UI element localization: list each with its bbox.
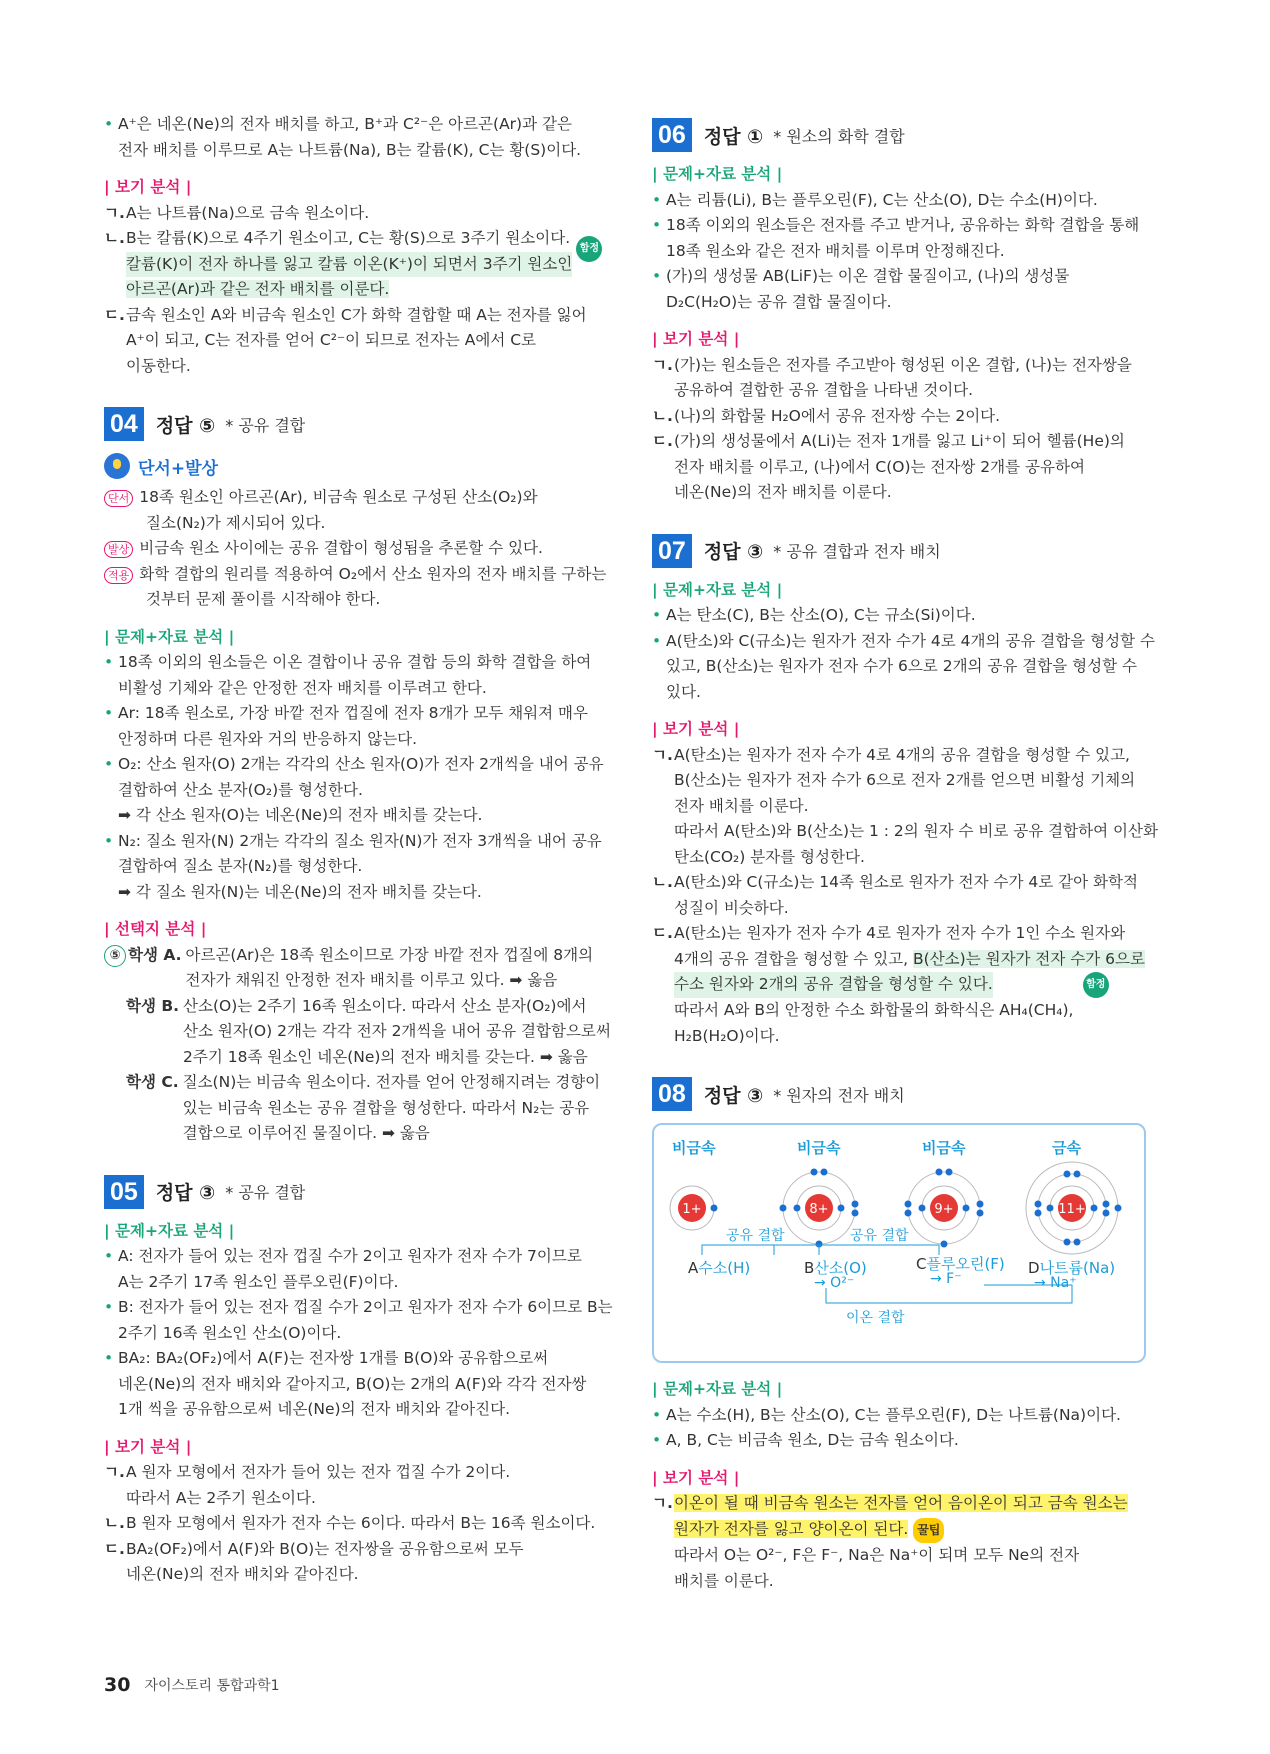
data-line: ➡ 각 산소 원자(O)는 네온(Ne)의 전자 배치를 갖는다. <box>118 806 483 824</box>
data-header: | 문제+자료 분석 | <box>652 165 783 183</box>
data-line: • A는 수소(H), B는 산소(O), C는 플루오린(F), D는 나트륨(Na)이다. <box>652 1403 1152 1429</box>
data-line: 18족 원소와 같은 전자 배치를 이루며 안정해진다. <box>666 241 1005 260</box>
intro-line: 전자 배치를 이루므로 A는 나트륨(Na), B는 칼륨(K), C는 황(S)이다. <box>118 140 582 159</box>
bogi-text: (가)의 생성물에서 A(Li)는 전자 1개를 잃고 Li⁺이 되어 헬륨(He)의 <box>674 432 1125 450</box>
bogi-header: | 보기 분석 | <box>652 1468 740 1487</box>
nucleus-charge: 8+ <box>809 1202 829 1217</box>
element-letter: D <box>1028 1259 1040 1277</box>
question-04-header <box>104 405 596 443</box>
data-header: | 문제+자료 분석 | <box>652 580 783 599</box>
topic: * 원자의 전자 배치 <box>773 1085 905 1105</box>
bogi-item-a <box>652 1491 1152 1594</box>
bogi-text: (가)는 원소들은 전자를 주고받아 형성된 이온 결합, (나)는 전자쌍을 <box>674 355 1132 374</box>
bogi-text: 탄소(CO₂) 분자를 형성한다. <box>674 847 865 866</box>
bogi-text: B(산소)는 원자가 전자 수가 6으로 전자 2개를 얻으면 비활성 기체의 <box>674 771 1136 789</box>
bogi-item-b <box>104 226 600 303</box>
question-number: 06 <box>652 118 692 152</box>
choice-text: 결합으로 이루어진 물질이다. ➡ 옳음 <box>182 1124 430 1142</box>
topic: * 공유 결합 <box>225 415 306 435</box>
bogi-header: | 보기 분석 | <box>652 330 740 348</box>
trap-highlight: 수소 원자와 2개의 공유 결합을 형성할 수 있다. <box>674 972 993 998</box>
ion-label: → Na⁺ <box>1034 1275 1077 1291</box>
student-label: 학생 A. <box>128 945 182 964</box>
student-label: 학생 B. <box>126 996 180 1015</box>
key-highlight: 이온이 될 때 비금속 원소는 전자를 얻어 음이온이 되고 금속 원소는 <box>674 1494 1128 1512</box>
category-label: 비금속 <box>797 1139 841 1157</box>
question-number: 07 <box>652 534 692 568</box>
topic: * 원소의 화학 결합 <box>773 126 905 146</box>
choice-student-c <box>104 1070 601 1147</box>
ion-label: → O²⁻ <box>814 1275 855 1291</box>
data-line: ➡ 각 질소 원자(N)는 네온(Ne)의 전자 배치를 갖는다. <box>118 882 482 901</box>
element-name: 산소(O) <box>814 1259 867 1277</box>
data-line: • O₂: 산소 원자(O) 2개는 각각의 산소 원자(O)가 전자 2개씩을 내어 공유 <box>104 752 596 778</box>
data-line: 있다. <box>666 682 701 701</box>
atom-hydrogen <box>670 1186 718 1230</box>
bogi-text: (나)의 화합물 H₂O에서 공유 전자쌍 수는 2이다. <box>674 406 1001 425</box>
nucleus-charge: 9+ <box>934 1202 954 1217</box>
answer: 정답 ⑤ <box>155 414 216 437</box>
data-line: • 18족 이외의 원소들은 전자를 주고 받거나, 공유하는 화학 결합을 통해 <box>652 213 1152 239</box>
category-label: 금속 <box>1052 1139 1081 1157</box>
bogi-text: A 원자 모형에서 전자가 들어 있는 전자 껍질 수가 2이다. <box>126 1463 511 1481</box>
bogi-text: 따라서 A와 B의 안정한 수소 화합물의 화학식은 AH₄(CH₄), <box>674 1001 1074 1019</box>
hint-text: 질소(N₂)가 제시되어 있다. <box>146 513 326 532</box>
category-label: 비금속 <box>922 1139 966 1157</box>
bogi-text: 공유하여 결합한 공유 결합을 나타낸 것이다. <box>674 381 974 399</box>
atom-fluorine <box>905 1169 984 1248</box>
bogi-item-c <box>104 1537 596 1588</box>
bogi-text: 4개의 공유 결합을 형성할 수 있고, <box>674 949 914 968</box>
trap-highlight: 칼륨(K)이 전자 하나를 잃고 칼륨 이온(K⁺)이 되면서 3주기 원소인 <box>126 252 572 278</box>
bogi-text: A(탄소)는 원자가 전자 수가 4로 원자가 전자 수가 1인 수소 원자와 <box>674 924 1126 942</box>
ion-label: → F⁻ <box>930 1271 962 1287</box>
intro-line: • A⁺은 네온(Ne)의 전자 배치를 하고, B⁺과 C²⁻은 아르곤(Ar)과 같은 <box>104 112 596 138</box>
hint-header <box>104 453 596 479</box>
bogi-mark: ㄴ. <box>104 1514 125 1532</box>
atom-model-diagram <box>652 1123 1146 1363</box>
question-06-header <box>652 116 1152 154</box>
hint-text: 비금속 원소 사이에는 공유 결합이 형성됨을 추론할 수 있다. <box>139 539 543 557</box>
bogi-text: A는 나트륨(Na)으로 금속 원소이다. <box>126 203 370 222</box>
bogi-text: 따라서 O는 O²⁻, F은 F⁻, Na은 Na⁺이 되며 모두 Ne의 전자 <box>674 1546 1080 1564</box>
bogi-item-b <box>104 1511 596 1537</box>
hint-tag: 적용 <box>104 567 133 584</box>
bogi-mark: ㄱ. <box>104 1463 125 1481</box>
right-column <box>652 112 1158 1594</box>
nucleus-charge: 11+ <box>1058 1202 1086 1217</box>
bogi-mark: ㄴ. <box>104 229 125 247</box>
bogi-mark: ㄱ. <box>652 745 673 764</box>
bogi-mark: ㄱ. <box>104 203 125 222</box>
key-highlight: 원자가 전자를 잃고 양이온이 된다. <box>674 1519 909 1538</box>
bogi-text: H₂B(H₂O)이다. <box>674 1026 780 1045</box>
bogi-text: A⁺이 되고, C는 전자를 얻어 C²⁻이 되므로 전자는 A에서 C로 <box>126 331 537 349</box>
choice-text: 질소(N)는 비금속 원소이다. 전자를 얻어 안정해지려는 경향이 <box>182 1073 601 1091</box>
data-line: • (가)의 생성물 AB(LiF)는 이온 결합 물질이고, (나)의 생성물 <box>652 264 1152 290</box>
question-number: 08 <box>652 1077 692 1111</box>
data-line: 결합하여 질소 분자(N₂)를 형성한다. <box>118 857 363 875</box>
choice-text: 있는 비금속 원소는 공유 결합을 형성한다. 따라서 N₂는 공유 <box>182 1098 590 1117</box>
bogi-mark: ㄴ. <box>652 406 673 425</box>
data-header: | 문제+자료 분석 | <box>104 627 235 646</box>
bogi-header: | 보기 분석 | <box>652 720 740 738</box>
left-column <box>104 112 613 1588</box>
data-line: • A는 탄소(C), B는 산소(O), C는 규소(Si)이다. <box>652 603 1152 629</box>
bogi-item-b <box>652 870 1152 921</box>
data-line: • A, B, C는 비금속 원소, D는 금속 원소이다. <box>652 1428 1152 1454</box>
hint-text: 것부터 문제 풀이를 시작해야 한다. <box>146 590 381 608</box>
bogi-text: 따라서 A(탄소)와 B(산소)는 1 : 2의 원자 수 비로 공유 결합하여 이산화 <box>674 822 1158 840</box>
answer: 정답 ③ <box>703 1084 764 1107</box>
bogi-mark: ㄱ. <box>652 355 673 374</box>
correct-choice-mark: ⑤ <box>104 945 126 967</box>
element-name: 나트륨(Na) <box>1039 1259 1116 1277</box>
tip-badge: 꿀팁 <box>913 1518 944 1544</box>
book-title: 자이스토리 통합과학1 <box>144 1678 280 1694</box>
choice-student-a <box>104 943 596 994</box>
bogi-text: 네온(Ne)의 전자 배치를 이룬다. <box>674 483 892 501</box>
page-number: 30 <box>104 1674 131 1696</box>
data-line: D₂C(H₂O)는 공유 결합 물질이다. <box>666 292 892 311</box>
bogi-mark: ㄷ. <box>652 924 673 942</box>
topic: * 공유 결합 <box>225 1183 306 1202</box>
data-line: 안정하며 다른 원자와 거의 반응하지 않는다. <box>118 729 418 748</box>
hint-line <box>104 536 596 562</box>
element-name: 수소(H) <box>698 1259 751 1277</box>
element-letter: B <box>804 1259 815 1277</box>
data-line: • BA₂: BA₂(OF₂)에서 A(F)는 전자쌍 1개를 B(O)와 공유함으로써 <box>104 1346 596 1372</box>
bond-label: 이온 결합 <box>846 1310 905 1326</box>
hint-tag: 단서 <box>104 490 133 507</box>
bogi-text: 따라서 A는 2주기 원소이다. <box>126 1488 316 1507</box>
bogi-mark: ㄷ. <box>104 1539 125 1558</box>
choice-text: 산소 원자(O) 2개는 각각 전자 2개씩을 내어 공유 결합함으로써 <box>183 1022 611 1040</box>
hint-tag: 발상 <box>104 541 133 558</box>
answer: 정답 ③ <box>155 1182 216 1204</box>
data-line: 2주기 16족 원소인 산소(O)이다. <box>118 1323 342 1342</box>
bogi-mark: ㄷ. <box>104 305 125 324</box>
data-line: 있고, B(산소)는 원자가 전자 수가 6으로 2개의 공유 결합을 형성할 수 <box>666 657 1137 675</box>
bogi-text: BA₂(OF₂)에서 A(F)와 B(O)는 전자쌍을 공유함으로써 모두 <box>126 1539 524 1558</box>
question-05-header <box>104 1173 596 1211</box>
bogi-text: 전자 배치를 이루고, (나)에서 C(O)는 전자쌍 2개를 공유하여 <box>674 457 1085 476</box>
data-line: • A(탄소)와 C(규소)는 원자가 전자 수가 4로 4개의 공유 결합을 형성할 수 <box>652 629 1152 655</box>
atom-oxygen <box>780 1169 859 1248</box>
data-line: • N₂: 질소 원자(N) 2개는 각각의 질소 원자(N)가 전자 3개씩을 내어 공유 <box>104 829 596 855</box>
bogi-mark: ㄴ. <box>652 873 673 891</box>
choice-header: | 선택지 분석 | <box>104 920 207 938</box>
student-label: 학생 C. <box>126 1073 179 1091</box>
nucleus-charge: 1+ <box>682 1202 702 1217</box>
bogi-item-a <box>652 743 1158 871</box>
bogi-header: | 보기 분석 | <box>104 178 192 196</box>
data-line: • A는 리튬(Li), B는 플루오린(F), C는 산소(O), D는 수소(H)이다. <box>652 188 1152 214</box>
bogi-item-a <box>104 201 596 227</box>
bogi-item-c <box>652 921 1152 1049</box>
hint-line <box>104 485 596 511</box>
bogi-item-c <box>104 303 596 380</box>
data-line: 1개 씩을 공유함으로써 네온(Ne)의 전자 배치와 같아진다. <box>118 1400 511 1418</box>
bogi-header: | 보기 분석 | <box>104 1437 192 1456</box>
data-line: • Ar: 18족 원소로, 가장 바깥 전자 껍질에 전자 8개가 모두 채워져 매우 <box>104 701 596 727</box>
trap-badge: 함정 <box>576 236 602 262</box>
bogi-text: 성질이 비슷하다. <box>674 898 789 917</box>
element-letter: C <box>916 1255 927 1273</box>
question-number: 05 <box>104 1175 144 1209</box>
trap-badge: 함정 <box>1083 972 1109 998</box>
answer: 정답 ③ <box>703 541 764 563</box>
bogi-text: 배치를 이룬다. <box>674 1571 774 1590</box>
data-line: 비활성 기체와 같은 안정한 전자 배치를 이루려고 한다. <box>118 678 487 697</box>
page-footer <box>104 1674 280 1696</box>
data-line: • B: 전자가 들어 있는 전자 껍질 수가 2이고 원자가 전자 수가 6이므로 B는 <box>104 1295 596 1321</box>
bogi-text: B는 칼륨(K)으로 4주기 원소이고, C는 황(S)으로 3주기 원소이다. <box>126 229 571 247</box>
bogi-text: B 원자 모형에서 원자가 전자 수는 6이다. 따라서 B는 16족 원소이다. <box>126 1514 596 1532</box>
choice-text: 산소(O)는 2주기 16족 원소이다. 따라서 산소 분자(O₂)에서 <box>183 996 587 1015</box>
data-line: 결합하여 산소 분자(O₂)를 형성한다. <box>118 780 363 799</box>
choice-student-b <box>104 994 611 1071</box>
lightbulb-head-icon <box>104 453 130 479</box>
bogi-item-a <box>104 1460 596 1511</box>
bogi-item-a <box>652 353 1152 404</box>
hint-line <box>104 562 607 588</box>
bogi-text: 전자 배치를 이룬다. <box>674 796 809 815</box>
trap-highlight: B(산소)는 원자가 전자 수가 6으로 <box>913 949 1145 968</box>
hint-title: 단서+발상 <box>138 458 218 479</box>
atom-sodium <box>1026 1162 1122 1254</box>
data-line: 네온(Ne)의 전자 배치와 같아지고, B(O)는 2개의 A(F)와 각각 전자쌍 <box>118 1374 587 1393</box>
question-07-header <box>652 532 1152 570</box>
element-letter: A <box>688 1259 699 1277</box>
bond-label: 공유 결합 <box>850 1228 909 1244</box>
bogi-text: 이동한다. <box>126 356 191 375</box>
data-line: • A: 전자가 들어 있는 전자 껍질 수가 2이고 원자가 전자 수가 7이므로 <box>104 1244 596 1270</box>
data-header: | 문제+자료 분석 | <box>652 1380 783 1398</box>
trap-highlight: 아르곤(Ar)과 같은 전자 배치를 이룬다. <box>126 280 390 298</box>
choice-text: 2주기 18족 원소인 네온(Ne)의 전자 배치를 갖는다. ➡ 옳음 <box>183 1047 588 1066</box>
choice-text: 아르곤(Ar)은 18족 원소이므로 가장 바깥 전자 껍질에 8개의 <box>185 945 594 964</box>
bogi-text: A(탄소)는 원자가 전자 수가 4로 4개의 공유 결합을 형성할 수 있고, <box>674 745 1130 764</box>
bogi-mark: ㄱ. <box>652 1494 673 1512</box>
data-line: • 18족 이외의 원소들은 이온 결합이나 공유 결합 등의 화학 결합을 하여 <box>104 650 596 676</box>
question-number: 04 <box>104 407 144 441</box>
choice-text: 전자가 채워진 안정한 전자 배치를 이루고 있다. ➡ 옳음 <box>185 971 558 989</box>
hint-text: 18족 원소인 아르곤(Ar), 비금속 원소로 구성된 산소(O₂)와 <box>139 488 538 506</box>
bogi-mark: ㄷ. <box>652 432 673 450</box>
data-header: | 문제+자료 분석 | <box>104 1221 235 1240</box>
bogi-item-c <box>652 429 1152 506</box>
topic: * 공유 결합과 전자 배치 <box>773 542 941 561</box>
bogi-text: A(탄소)와 C(규소)는 14족 원소로 원자가 전자 수가 4로 같아 화학적 <box>674 873 1138 891</box>
element-name: 플루오린(F) <box>926 1255 1005 1273</box>
data-line: A는 2주기 17족 원소인 플루오린(F)이다. <box>118 1272 399 1291</box>
answer: 정답 ① <box>703 125 764 148</box>
hint-text: 화학 결합의 원리를 적용하여 O₂에서 산소 원자의 전자 배치를 구하는 <box>139 564 607 583</box>
bogi-text: 네온(Ne)의 전자 배치와 같아진다. <box>126 1565 359 1583</box>
question-08-header <box>652 1075 1152 1113</box>
bogi-item-b <box>652 404 1152 430</box>
category-label: 비금속 <box>672 1139 716 1157</box>
element-label <box>688 1257 750 1278</box>
bond-label: 공유 결합 <box>726 1228 785 1244</box>
bogi-text: 금속 원소인 A와 비금속 원소인 C가 화학 결합할 때 A는 전자를 잃어 <box>126 305 587 324</box>
